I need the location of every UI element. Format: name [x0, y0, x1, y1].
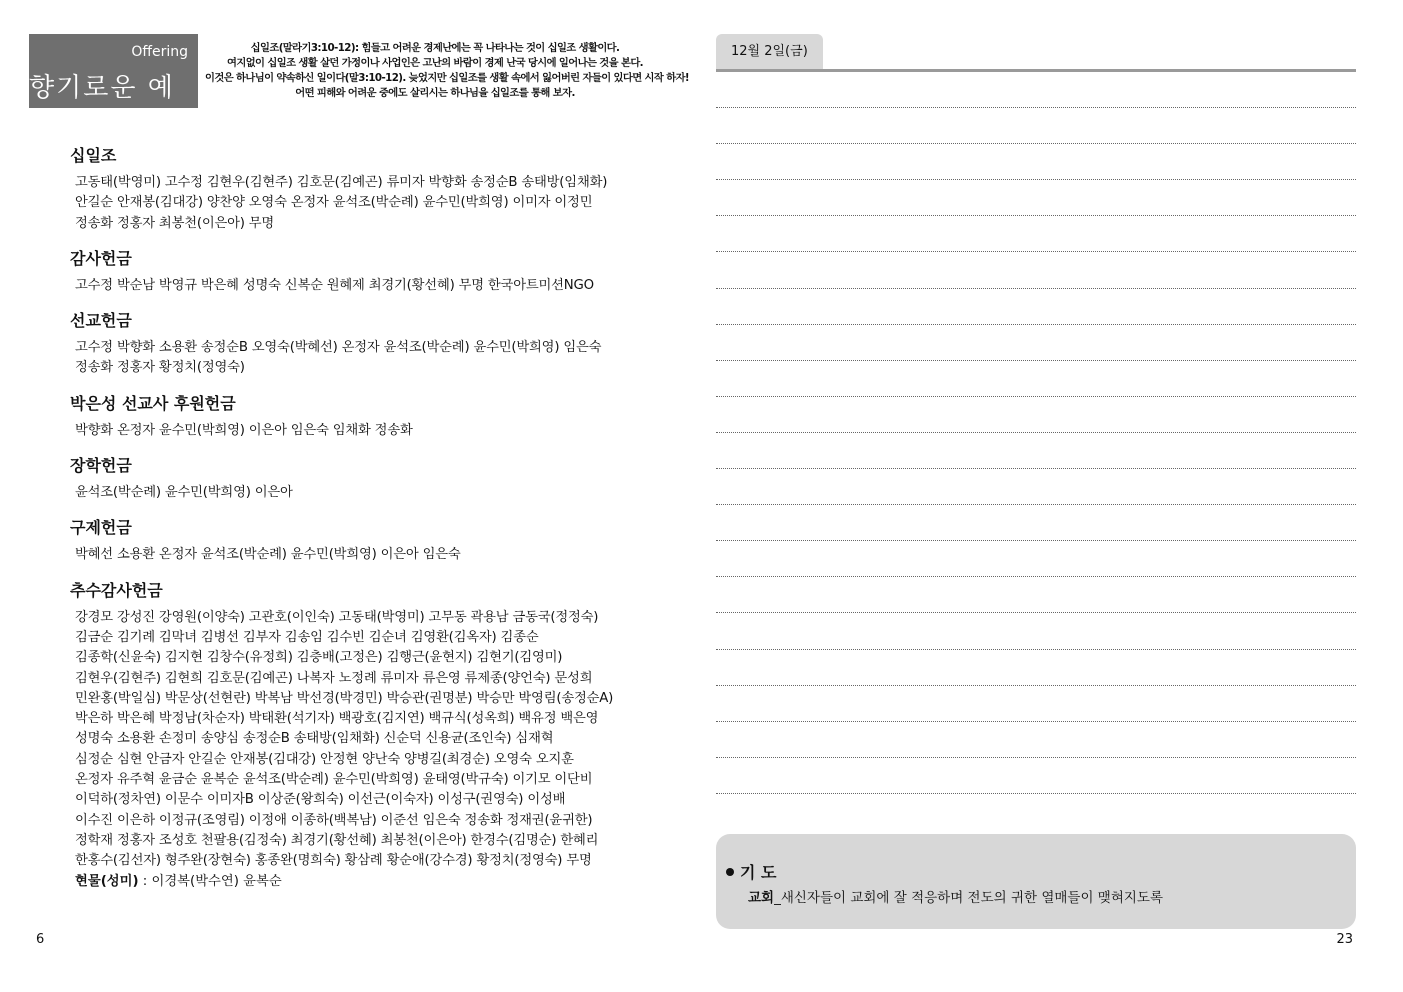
donor-names: 윤석조(박순례) 윤수민(박희영) 이은아 [75, 485, 293, 501]
prayer-title-text: 기 도 [740, 863, 777, 882]
note-line [716, 469, 1356, 505]
donor-names: 고동태(박영미) 고수정 김현우(김현주) 김호문(김예곤) 류미자 박향화 송정순B 송태방(임채화) 안길순 안재봉(김대강) 양찬양 오영숙 온정자 윤석조(박순례) 윤수민(박희영) 이미자 이정민 정송화 정홍자 최봉천(이은아) 무명 [75, 175, 608, 231]
donor-names: 강경모 강성진 강영원(이양숙) 고관호(이인숙) 고동태(박영미) 고무동 곽용남 금동국(정정숙) 김금순 김기례 김막녀 김병선 김부자 김송임 김수빈 김순녀 김영환(김옥자) 김종순 김종학(신윤숙) 김지현 김창수(유정희) 김충배(고정은) 김행근(윤현지) 김현기(김영미) 김현우(김현주) 김현희 김호문(김예곤) 나복자 노정례 류미자 류은영 류제종(양언숙) 문성희 민완홍(박일심) 박문상(선현란) 박복남 박선경(박경민) 박승관(권명분) 박승만 박영림(송정순A) 박은하 박은혜 박정남(차순자) 박태환(석기자) 백광호(김지연) 백규식(성옥희) 백유정 백은영 성명숙 소용환 손정미 송양심 송정순B 송태방(임채화) 신순덕 신용균(조인숙) 심재혁 심정순 심현 안금자 안길순 안재봉(김대강) 안정현 양난숙 양병길(최경순) 오영숙 오지훈 온정자 유주혁 윤금순 윤복순 윤석조(박순례) 윤수민(박희영) 윤태영(박규숙) 이기모 이단비 이덕하(정차연) 이문수 이미자B 이상준(왕희숙) 이선근(이숙자) 이성구(권영숙) 이성배 이수진 이은하 이정규(조영림) 이정애 이종하(백복남) 이준선 임은숙 정송화 정재권(윤귀한) 정학재 정홍자 조성호 천팔용(김정숙) 최경기(황선혜) 최봉천(이은아) 한경수(김명순) 한혜리 한홍수(김선자) 형주완(장현숙) 홍종완(명희숙) 황삼례 황순애(강수경) 황정치(정영숙) 무명 [75, 609, 614, 869]
section-missionary-support [70, 391, 670, 441]
prayer-title [726, 860, 1356, 883]
note-line [716, 216, 1356, 252]
section-title: 추수감사헌금 [70, 580, 163, 600]
section-title: 박은성 선교사 후원헌금 [70, 393, 236, 413]
prayer-body: _새신자들이 교회에 잘 적응하며 전도의 귀한 열매들이 맺혀지도록 [774, 890, 1163, 906]
section-title: 십일조 [70, 146, 117, 165]
note-line [716, 72, 1356, 108]
prayer-label: 교회 [748, 890, 775, 906]
note-line [716, 541, 1356, 577]
donor-names: 박향화 온정자 윤수민(박희영) 이은아 임은숙 임채화 정송화 [75, 422, 413, 438]
section-title: 감사헌금 [70, 248, 132, 268]
section-mission [70, 308, 670, 379]
left-page [0, 0, 700, 992]
note-line [716, 505, 1356, 541]
note-lines [716, 72, 1356, 794]
prayer-text [726, 886, 1356, 906]
intro-line: 이것은 하나님이 약속하신 일이다(말3:10-12). 늦었지만 십일조를 생활 속에서 잃어버린 자들이 있다면 시작 하자! [205, 72, 690, 84]
prayer-box [716, 834, 1356, 929]
note-line [716, 397, 1356, 433]
intro-line: 어떤 피해와 어려운 중에도 살리시는 하나님을 십일조를 통해 보자. [295, 87, 575, 99]
section-title: 선교헌금 [70, 311, 132, 331]
note-line [716, 289, 1356, 325]
intro-line: 십일조(말라기3:10-12): 힘들고 어려운 경제난에는 꼭 나타나는 것이 십일조 생활이다. [250, 42, 620, 54]
note-line [716, 650, 1356, 686]
page-number-right: 23 [1336, 932, 1353, 947]
note-line [716, 144, 1356, 180]
note-line [716, 613, 1356, 649]
offering-header-box [29, 34, 198, 140]
note-line [716, 433, 1356, 469]
intro-line: 여지없이 십일조 생활 살던 가정이나 사업인은 고난의 바람이 경제 난국 당시에 일어나는 것을 본다. [227, 57, 643, 69]
note-line [716, 252, 1356, 288]
section-scholarship [70, 453, 670, 503]
section-thanks [70, 246, 670, 296]
intro-text [205, 41, 690, 101]
note-line [716, 108, 1356, 144]
donor-names: 박혜선 소용환 온정자 윤석조(박순례) 윤수민(박희영) 이은아 임은숙 [75, 547, 461, 563]
section-title: 장학헌금 [70, 456, 132, 476]
section-relief [70, 515, 670, 565]
offering-en-label: Offering [131, 44, 188, 60]
section-tithe [70, 143, 670, 234]
offering-ko-title: 향기로운 예물 [29, 73, 175, 140]
bullet-icon [726, 868, 734, 876]
right-page [700, 0, 1403, 992]
in-kind-gift-line [70, 872, 670, 892]
in-kind-gift-names: : 이경복(박수연) 윤복순 [138, 873, 282, 889]
note-line [716, 722, 1356, 758]
section-harvest-thanks [70, 578, 670, 892]
page-number-left: 6 [36, 932, 45, 947]
donor-names: 고수정 박순남 박영규 박은혜 성명숙 신복순 원혜제 최경기(황선혜) 무명 한국아트미션NGO [75, 277, 594, 293]
donor-names: 고수정 박향화 소용환 송정순B 오영숙(박혜선) 온정자 윤석조(박순례) 윤수민(박희영) 임은숙 정송화 정홍자 황정치(정영숙) [75, 340, 602, 376]
note-line [716, 758, 1356, 794]
note-line [716, 325, 1356, 361]
offering-sections [70, 143, 670, 904]
date-tab: 12월 2일(금) [716, 34, 823, 69]
note-line [716, 577, 1356, 613]
note-line [716, 686, 1356, 722]
note-line [716, 361, 1356, 397]
section-title: 구제헌금 [70, 518, 132, 538]
note-line [716, 180, 1356, 216]
in-kind-gift-label: 현물(성미) [75, 873, 139, 889]
